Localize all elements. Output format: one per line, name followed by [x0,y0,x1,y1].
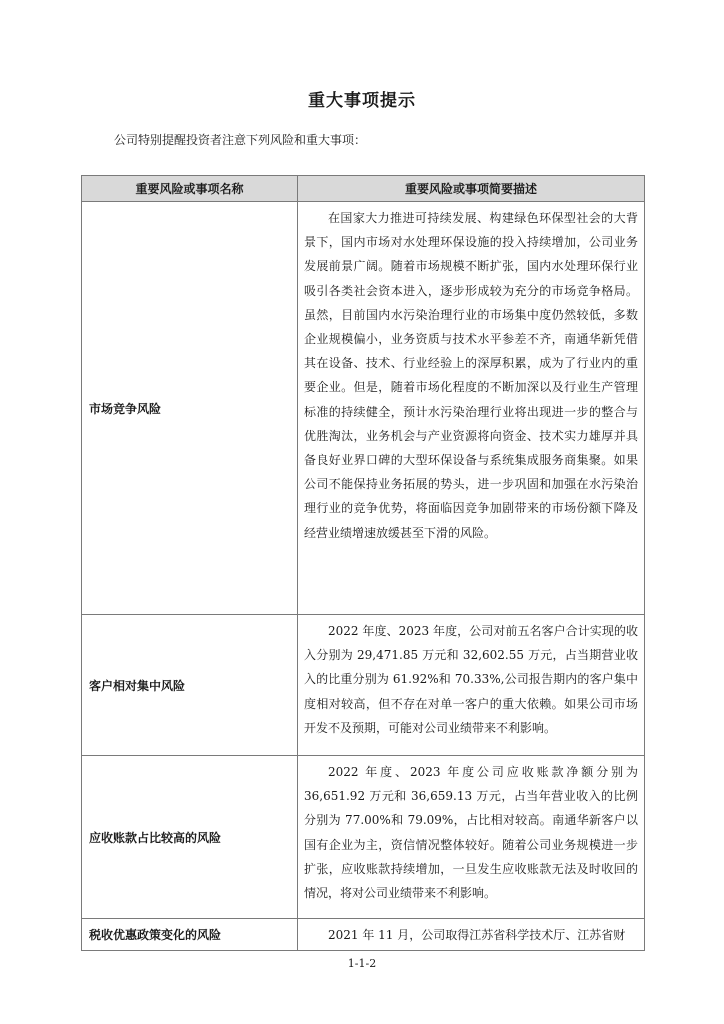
risk-description-text: 2022 年度、2023 年度，公司对前五名客户合计实现的收入分别为 29,471.85 万元和 32,602.55 万元，占当期营业收入的比重分别为 61.92%和 70.33%,公司报告期内的客户集中度相对较高，但不存在对单一客户的重大依赖。如果公司市场开发不及预期，可能对公司业绩带来不利影响。 [304,624,638,735]
header-risk-name: 重要风险或事项名称 [82,176,298,202]
risk-table [81,175,645,951]
table-row [82,202,645,615]
table-row [82,919,645,951]
risk-name: 客户相对集中风险 [82,615,298,756]
risk-description-text: 2021 年 11 月，公司取得江苏省科学技术厅、江苏省财 [328,928,626,942]
risk-description-text: 2022 年度、2023 年度公司应收账款净额分别为 36,651.92 万元和 36,659.13 万元，占当年营业收入的比例分别为 77.00%和 79.09%，占比相对较高。南通华新客户以国有企业为主，资信情况整体较好。随着公司业务规模进一步扩张，应收账款持续增加，一旦发生应收账款无法及时收回的情况，将对公司业绩带来不利影响。 [304,765,638,901]
risk-description [298,919,645,951]
risk-name: 应收账款占比较高的风险 [82,756,298,919]
risk-description [298,202,645,615]
risk-name: 市场竞争风险 [82,202,298,615]
risk-description-text: 在国家大力推进可持续发展、构建绿色环保型社会的大背景下，国内市场对水处理环保设施的投入持续增加，公司业务发展前景广阔。随着市场规模不断扩张，国内水处理环保行业吸引各类社会资本进入，逐步形成较为充分的市场竞争格局。虽然，目前国内水污染治理行业的市场集中度仍然较低，多数企业规模偏小，业务资质与技术水平参差不齐，南通华新凭借其在设备、技术、行业经验上的深厚积累，成为了行业内的重要企业。但是，随着市场化程度的不断加深以及行业生产管理标准的持续健全，预计水污染治理行业将出现进一步的整合与优胜淘汰，业务机会与产业资源将向资金、技术实力雄厚并具备良好业界口碑的大型环保设备与系统集成服务商集聚。如果公司不能保持业务拓展的势头，进一步巩固和加强在水污染治理行业的竞争优势，将面临因竞争加剧带来的市场份额下降及经营业绩增速放缓甚至下滑的风险。 [304,211,638,540]
risk-description [298,756,645,919]
risk-description [298,615,645,756]
header-risk-description: 重要风险或事项简要描述 [298,176,645,202]
intro-text: 公司特别提醒投资者注意下列风险和重大事项： [114,133,367,147]
table-row [82,615,645,756]
risk-name: 税收优惠政策变化的风险 [82,919,298,951]
page-number: 1-1-2 [347,957,377,970]
table-row [82,756,645,919]
page-title: 重大事项提示 [308,91,416,111]
table-header-row [82,176,645,202]
